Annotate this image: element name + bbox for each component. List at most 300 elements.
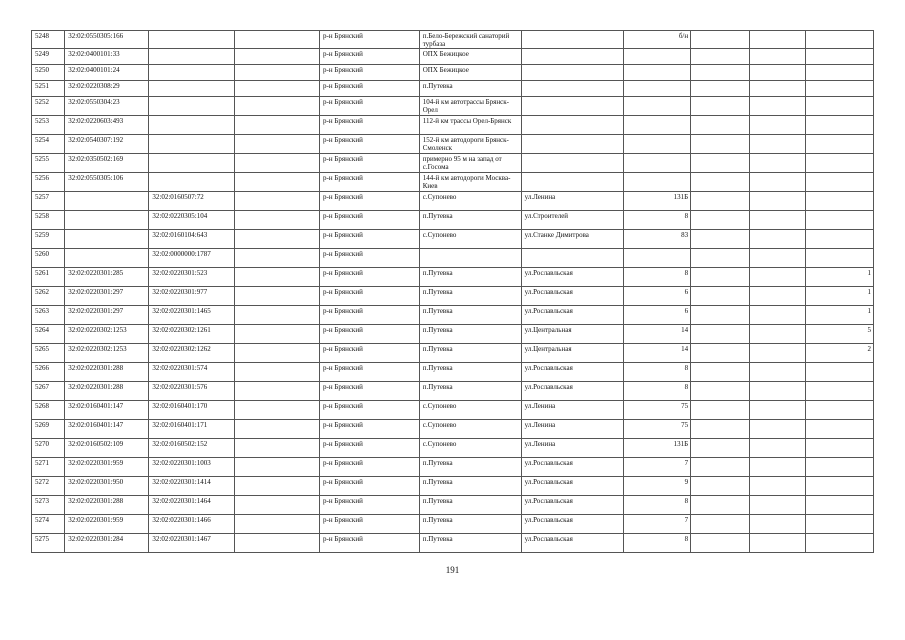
empty-cell bbox=[691, 192, 750, 211]
empty-cell bbox=[749, 116, 806, 135]
house-number-cell: 131Б bbox=[623, 439, 691, 458]
district-cell: р-н Брянский bbox=[320, 344, 420, 363]
apartment-cell bbox=[806, 249, 874, 268]
empty-cell bbox=[234, 31, 319, 49]
cadastral-number-cell: 32:02:0160502:109 bbox=[65, 439, 149, 458]
district-cell: р-н Брянский bbox=[320, 477, 420, 496]
empty-cell bbox=[749, 249, 806, 268]
apartment-cell: 5 bbox=[806, 325, 874, 344]
apartment-cell bbox=[806, 496, 874, 515]
street-cell bbox=[521, 135, 623, 154]
table-row bbox=[32, 496, 874, 515]
apartment-cell bbox=[806, 211, 874, 230]
empty-cell bbox=[234, 65, 319, 81]
table-row bbox=[32, 401, 874, 420]
table-row bbox=[32, 249, 874, 268]
district-cell: р-н Брянский bbox=[320, 211, 420, 230]
empty-cell bbox=[749, 49, 806, 65]
cadastral-number-cell: 32:02:0400101:33 bbox=[65, 49, 149, 65]
district-cell: р-н Брянский bbox=[320, 306, 420, 325]
row-number-cell: 5265 bbox=[32, 344, 65, 363]
empty-cell bbox=[749, 211, 806, 230]
empty-cell bbox=[691, 496, 750, 515]
table-row bbox=[32, 439, 874, 458]
empty-cell bbox=[691, 363, 750, 382]
cadastral-number-cell bbox=[65, 249, 149, 268]
house-number-cell bbox=[623, 49, 691, 65]
object-cadastral-number-cell: 32:02:0220301:1467 bbox=[149, 534, 234, 553]
apartment-cell bbox=[806, 49, 874, 65]
district-cell: р-н Брянский bbox=[320, 268, 420, 287]
locality-cell: п.Путевка bbox=[419, 515, 521, 534]
empty-cell bbox=[691, 154, 750, 173]
row-number-cell: 5274 bbox=[32, 515, 65, 534]
locality-cell: 104-й км автотрассы Брянск-Орел bbox=[419, 97, 521, 116]
street-cell bbox=[521, 81, 623, 97]
empty-cell bbox=[234, 401, 319, 420]
house-number-cell: 6 bbox=[623, 287, 691, 306]
row-number-cell: 5249 bbox=[32, 49, 65, 65]
table-row bbox=[32, 97, 874, 116]
apartment-cell: 2 bbox=[806, 344, 874, 363]
house-number-cell: 83 bbox=[623, 230, 691, 249]
object-cadastral-number-cell: 32:02:0220301:1465 bbox=[149, 306, 234, 325]
object-cadastral-number-cell: 32:02:0220301:574 bbox=[149, 363, 234, 382]
object-cadastral-number-cell bbox=[149, 116, 234, 135]
house-number-cell bbox=[623, 154, 691, 173]
district-cell: р-н Брянский bbox=[320, 420, 420, 439]
house-number-cell: 7 bbox=[623, 458, 691, 477]
object-cadastral-number-cell: 32:02:0160401:170 bbox=[149, 401, 234, 420]
cadastral-number-cell: 32:02:0550305:166 bbox=[65, 31, 149, 49]
empty-cell bbox=[234, 477, 319, 496]
table-row bbox=[32, 154, 874, 173]
empty-cell bbox=[234, 49, 319, 65]
row-number-cell: 5250 bbox=[32, 65, 65, 81]
locality-cell: 112-й км трассы Орел-Брянск bbox=[419, 116, 521, 135]
empty-cell bbox=[749, 31, 806, 49]
street-cell: ул.Ленина bbox=[521, 192, 623, 211]
district-cell: р-н Брянский bbox=[320, 325, 420, 344]
house-number-cell: 8 bbox=[623, 382, 691, 401]
street-cell bbox=[521, 31, 623, 49]
empty-cell bbox=[691, 49, 750, 65]
house-number-cell: 75 bbox=[623, 401, 691, 420]
locality-cell: с.Супонево bbox=[419, 230, 521, 249]
apartment-cell bbox=[806, 439, 874, 458]
object-cadastral-number-cell bbox=[149, 97, 234, 116]
table-row bbox=[32, 420, 874, 439]
cadastral-number-cell bbox=[65, 192, 149, 211]
street-cell: ул.Станке Димитрова bbox=[521, 230, 623, 249]
street-cell: ул.Рославльская bbox=[521, 515, 623, 534]
cadastral-number-cell: 32:02:0220301:284 bbox=[65, 534, 149, 553]
row-number-cell: 5255 bbox=[32, 154, 65, 173]
empty-cell bbox=[749, 382, 806, 401]
row-number-cell: 5271 bbox=[32, 458, 65, 477]
house-number-cell: 9 bbox=[623, 477, 691, 496]
empty-cell bbox=[749, 534, 806, 553]
district-cell: р-н Брянский bbox=[320, 173, 420, 192]
empty-cell bbox=[749, 496, 806, 515]
table-row bbox=[32, 81, 874, 97]
cadastral-number-cell: 32:02:0220301:297 bbox=[65, 287, 149, 306]
district-cell: р-н Брянский bbox=[320, 439, 420, 458]
apartment-cell bbox=[806, 534, 874, 553]
empty-cell bbox=[691, 287, 750, 306]
row-number-cell: 5261 bbox=[32, 268, 65, 287]
row-number-cell: 5268 bbox=[32, 401, 65, 420]
street-cell bbox=[521, 65, 623, 81]
table-row bbox=[32, 363, 874, 382]
empty-cell bbox=[749, 325, 806, 344]
district-cell: р-н Брянский bbox=[320, 534, 420, 553]
empty-cell bbox=[234, 211, 319, 230]
district-cell: р-н Брянский bbox=[320, 515, 420, 534]
locality-cell: п.Путевка bbox=[419, 211, 521, 230]
street-cell: ул.Рославльская bbox=[521, 287, 623, 306]
street-cell: ул.Рославльская bbox=[521, 458, 623, 477]
locality-cell: с.Супонево bbox=[419, 192, 521, 211]
street-cell bbox=[521, 173, 623, 192]
district-cell: р-н Брянский bbox=[320, 230, 420, 249]
empty-cell bbox=[234, 534, 319, 553]
row-number-cell: 5258 bbox=[32, 211, 65, 230]
table-row bbox=[32, 211, 874, 230]
district-cell: р-н Брянский bbox=[320, 496, 420, 515]
locality-cell: п.Путевка bbox=[419, 458, 521, 477]
row-number-cell: 5270 bbox=[32, 439, 65, 458]
empty-cell bbox=[234, 154, 319, 173]
cadastral-number-cell: 32:02:0220301:950 bbox=[65, 477, 149, 496]
object-cadastral-number-cell: 32:02:0220301:1414 bbox=[149, 477, 234, 496]
house-number-cell bbox=[623, 81, 691, 97]
object-cadastral-number-cell: 32:02:0160507:72 bbox=[149, 192, 234, 211]
empty-cell bbox=[691, 268, 750, 287]
district-cell: р-н Брянский bbox=[320, 97, 420, 116]
apartment-cell bbox=[806, 420, 874, 439]
cadastral-number-cell: 32:02:0550304:23 bbox=[65, 97, 149, 116]
cadastral-number-cell: 32:02:0220603:493 bbox=[65, 116, 149, 135]
apartment-cell bbox=[806, 477, 874, 496]
house-number-cell: 8 bbox=[623, 534, 691, 553]
district-cell: р-н Брянский bbox=[320, 81, 420, 97]
cadastral-number-cell: 32:02:0220301:297 bbox=[65, 306, 149, 325]
cadastral-number-cell: 32:02:0220301:288 bbox=[65, 363, 149, 382]
apartment-cell bbox=[806, 65, 874, 81]
house-number-cell: 8 bbox=[623, 496, 691, 515]
page-number: 191 bbox=[445, 565, 460, 575]
row-number-cell: 5273 bbox=[32, 496, 65, 515]
empty-cell bbox=[749, 306, 806, 325]
apartment-cell bbox=[806, 31, 874, 49]
empty-cell bbox=[234, 458, 319, 477]
apartment-cell bbox=[806, 81, 874, 97]
empty-cell bbox=[749, 81, 806, 97]
house-number-cell: 8 bbox=[623, 363, 691, 382]
empty-cell bbox=[234, 192, 319, 211]
empty-cell bbox=[234, 325, 319, 344]
street-cell: ул.Рославльская bbox=[521, 363, 623, 382]
empty-cell bbox=[691, 439, 750, 458]
empty-cell bbox=[234, 268, 319, 287]
apartment-cell: 1 bbox=[806, 306, 874, 325]
apartment-cell bbox=[806, 116, 874, 135]
row-number-cell: 5252 bbox=[32, 97, 65, 116]
empty-cell bbox=[691, 382, 750, 401]
property-register-table bbox=[31, 30, 874, 553]
street-cell bbox=[521, 49, 623, 65]
apartment-cell bbox=[806, 192, 874, 211]
cadastral-number-cell: 32:02:0220301:959 bbox=[65, 515, 149, 534]
house-number-cell: 6 bbox=[623, 306, 691, 325]
cadastral-number-cell: 32:02:0220301:288 bbox=[65, 382, 149, 401]
object-cadastral-number-cell bbox=[149, 49, 234, 65]
house-number-cell bbox=[623, 116, 691, 135]
empty-cell bbox=[749, 363, 806, 382]
row-number-cell: 5262 bbox=[32, 287, 65, 306]
district-cell: р-н Брянский bbox=[320, 31, 420, 49]
object-cadastral-number-cell: 32:02:0220301:576 bbox=[149, 382, 234, 401]
house-number-cell bbox=[623, 135, 691, 154]
locality-cell: п.Путевка bbox=[419, 344, 521, 363]
apartment-cell bbox=[806, 515, 874, 534]
object-cadastral-number-cell bbox=[149, 173, 234, 192]
row-number-cell: 5253 bbox=[32, 116, 65, 135]
empty-cell bbox=[691, 31, 750, 49]
cadastral-number-cell: 32:02:0160401:147 bbox=[65, 401, 149, 420]
locality-cell: п.Бело-Бережский санаторий турбаза bbox=[419, 31, 521, 49]
street-cell bbox=[521, 97, 623, 116]
cadastral-number-cell: 32:02:0220302:1253 bbox=[65, 344, 149, 363]
apartment-cell bbox=[806, 97, 874, 116]
empty-cell bbox=[749, 344, 806, 363]
empty-cell bbox=[691, 65, 750, 81]
cadastral-number-cell: 32:02:0220301:959 bbox=[65, 458, 149, 477]
object-cadastral-number-cell: 32:02:0000000:1787 bbox=[149, 249, 234, 268]
district-cell: р-н Брянский bbox=[320, 363, 420, 382]
locality-cell: п.Путевка bbox=[419, 325, 521, 344]
row-number-cell: 5267 bbox=[32, 382, 65, 401]
street-cell: ул.Ленина bbox=[521, 401, 623, 420]
empty-cell bbox=[691, 135, 750, 154]
table-row bbox=[32, 135, 874, 154]
house-number-cell bbox=[623, 97, 691, 116]
object-cadastral-number-cell: 32:02:0160401:171 bbox=[149, 420, 234, 439]
table-row bbox=[32, 31, 874, 49]
district-cell: р-н Брянский bbox=[320, 249, 420, 268]
row-number-cell: 5269 bbox=[32, 420, 65, 439]
cadastral-number-cell: 32:02:0540307:192 bbox=[65, 135, 149, 154]
empty-cell bbox=[749, 458, 806, 477]
object-cadastral-number-cell: 32:02:0160104:643 bbox=[149, 230, 234, 249]
empty-cell bbox=[749, 230, 806, 249]
district-cell: р-н Брянский bbox=[320, 287, 420, 306]
locality-cell: п.Путевка bbox=[419, 268, 521, 287]
row-number-cell: 5260 bbox=[32, 249, 65, 268]
empty-cell bbox=[691, 306, 750, 325]
empty-cell bbox=[691, 97, 750, 116]
table-row bbox=[32, 173, 874, 192]
locality-cell: п.Путевка bbox=[419, 363, 521, 382]
locality-cell: п.Путевка bbox=[419, 496, 521, 515]
locality-cell: п.Путевка bbox=[419, 306, 521, 325]
object-cadastral-number-cell bbox=[149, 81, 234, 97]
row-number-cell: 5256 bbox=[32, 173, 65, 192]
locality-cell: п.Путевка bbox=[419, 382, 521, 401]
object-cadastral-number-cell: 32:02:0220302:1261 bbox=[149, 325, 234, 344]
house-number-cell: 14 bbox=[623, 325, 691, 344]
locality-cell: п.Путевка bbox=[419, 477, 521, 496]
district-cell: р-н Брянский bbox=[320, 116, 420, 135]
empty-cell bbox=[749, 65, 806, 81]
empty-cell bbox=[749, 515, 806, 534]
district-cell: р-н Брянский bbox=[320, 49, 420, 65]
object-cadastral-number-cell bbox=[149, 135, 234, 154]
street-cell: ул.Ленина bbox=[521, 420, 623, 439]
cadastral-number-cell: 32:02:0400101:24 bbox=[65, 65, 149, 81]
apartment-cell bbox=[806, 401, 874, 420]
row-number-cell: 5257 bbox=[32, 192, 65, 211]
table-row bbox=[32, 325, 874, 344]
empty-cell bbox=[234, 344, 319, 363]
house-number-cell: 75 bbox=[623, 420, 691, 439]
empty-cell bbox=[234, 382, 319, 401]
empty-cell bbox=[234, 97, 319, 116]
table-body bbox=[32, 31, 874, 553]
empty-cell bbox=[234, 81, 319, 97]
district-cell: р-н Брянский bbox=[320, 401, 420, 420]
apartment-cell bbox=[806, 173, 874, 192]
object-cadastral-number-cell: 32:02:0220305:104 bbox=[149, 211, 234, 230]
district-cell: р-н Брянский bbox=[320, 65, 420, 81]
locality-cell bbox=[419, 249, 521, 268]
table-row bbox=[32, 192, 874, 211]
street-cell: ул.Рославльская bbox=[521, 268, 623, 287]
locality-cell: примерно 95 м на запад от с.Госома bbox=[419, 154, 521, 173]
table-row bbox=[32, 65, 874, 81]
house-number-cell: 8 bbox=[623, 211, 691, 230]
empty-cell bbox=[749, 439, 806, 458]
empty-cell bbox=[749, 420, 806, 439]
empty-cell bbox=[691, 534, 750, 553]
cadastral-number-cell: 32:02:0350502:169 bbox=[65, 154, 149, 173]
apartment-cell bbox=[806, 382, 874, 401]
table-row bbox=[32, 49, 874, 65]
house-number-cell bbox=[623, 65, 691, 81]
object-cadastral-number-cell: 32:02:0220301:523 bbox=[149, 268, 234, 287]
district-cell: р-н Брянский bbox=[320, 135, 420, 154]
table-row bbox=[32, 268, 874, 287]
empty-cell bbox=[749, 477, 806, 496]
table-row bbox=[32, 382, 874, 401]
cadastral-number-cell: 32:02:0550305:106 bbox=[65, 173, 149, 192]
apartment-cell bbox=[806, 230, 874, 249]
apartment-cell: 1 bbox=[806, 287, 874, 306]
row-number-cell: 5264 bbox=[32, 325, 65, 344]
street-cell: ул.Ленина bbox=[521, 439, 623, 458]
table-row bbox=[32, 515, 874, 534]
street-cell: ул.Рославльская bbox=[521, 496, 623, 515]
table-row bbox=[32, 230, 874, 249]
object-cadastral-number-cell: 32:02:0220302:1262 bbox=[149, 344, 234, 363]
empty-cell bbox=[691, 173, 750, 192]
apartment-cell bbox=[806, 363, 874, 382]
street-cell: ул.Рославльская bbox=[521, 382, 623, 401]
empty-cell bbox=[234, 249, 319, 268]
empty-cell bbox=[234, 230, 319, 249]
locality-cell: с.Супонево bbox=[419, 439, 521, 458]
street-cell: ул.Рославльская bbox=[521, 477, 623, 496]
cadastral-number-cell: 32:02:0220301:285 bbox=[65, 268, 149, 287]
cadastral-number-cell: 32:02:0220301:288 bbox=[65, 496, 149, 515]
empty-cell bbox=[749, 97, 806, 116]
row-number-cell: 5259 bbox=[32, 230, 65, 249]
empty-cell bbox=[749, 401, 806, 420]
cadastral-number-cell bbox=[65, 211, 149, 230]
empty-cell bbox=[691, 458, 750, 477]
empty-cell bbox=[749, 268, 806, 287]
house-number-cell bbox=[623, 249, 691, 268]
empty-cell bbox=[749, 192, 806, 211]
house-number-cell: 14 bbox=[623, 344, 691, 363]
house-number-cell: 7 bbox=[623, 515, 691, 534]
row-number-cell: 5251 bbox=[32, 81, 65, 97]
street-cell bbox=[521, 154, 623, 173]
object-cadastral-number-cell: 32:02:0220301:1003 bbox=[149, 458, 234, 477]
empty-cell bbox=[691, 116, 750, 135]
object-cadastral-number-cell: 32:02:0220301:1466 bbox=[149, 515, 234, 534]
district-cell: р-н Брянский bbox=[320, 192, 420, 211]
empty-cell bbox=[691, 81, 750, 97]
street-cell bbox=[521, 249, 623, 268]
street-cell: ул.Рославльская bbox=[521, 306, 623, 325]
locality-cell: 144-й км автодороги Москва-Киев bbox=[419, 173, 521, 192]
row-number-cell: 5272 bbox=[32, 477, 65, 496]
table-row bbox=[32, 534, 874, 553]
locality-cell: п.Путевка bbox=[419, 287, 521, 306]
street-cell: ул.Строителей bbox=[521, 211, 623, 230]
empty-cell bbox=[749, 287, 806, 306]
row-number-cell: 5254 bbox=[32, 135, 65, 154]
street-cell: ул.Рославльская bbox=[521, 534, 623, 553]
empty-cell bbox=[691, 515, 750, 534]
empty-cell bbox=[691, 230, 750, 249]
table-row bbox=[32, 344, 874, 363]
cadastral-number-cell: 32:02:0220308:29 bbox=[65, 81, 149, 97]
empty-cell bbox=[234, 439, 319, 458]
cadastral-number-cell bbox=[65, 230, 149, 249]
empty-cell bbox=[234, 496, 319, 515]
apartment-cell bbox=[806, 154, 874, 173]
locality-cell: п.Путевка bbox=[419, 81, 521, 97]
row-number-cell: 5266 bbox=[32, 363, 65, 382]
house-number-cell: 131Б bbox=[623, 192, 691, 211]
empty-cell bbox=[234, 287, 319, 306]
empty-cell bbox=[234, 515, 319, 534]
empty-cell bbox=[749, 135, 806, 154]
empty-cell bbox=[691, 211, 750, 230]
row-number-cell: 5248 bbox=[32, 31, 65, 49]
locality-cell: п.Путевка bbox=[419, 534, 521, 553]
empty-cell bbox=[691, 344, 750, 363]
district-cell: р-н Брянский bbox=[320, 154, 420, 173]
row-number-cell: 5263 bbox=[32, 306, 65, 325]
empty-cell bbox=[749, 154, 806, 173]
empty-cell bbox=[691, 325, 750, 344]
empty-cell bbox=[234, 363, 319, 382]
object-cadastral-number-cell bbox=[149, 65, 234, 81]
